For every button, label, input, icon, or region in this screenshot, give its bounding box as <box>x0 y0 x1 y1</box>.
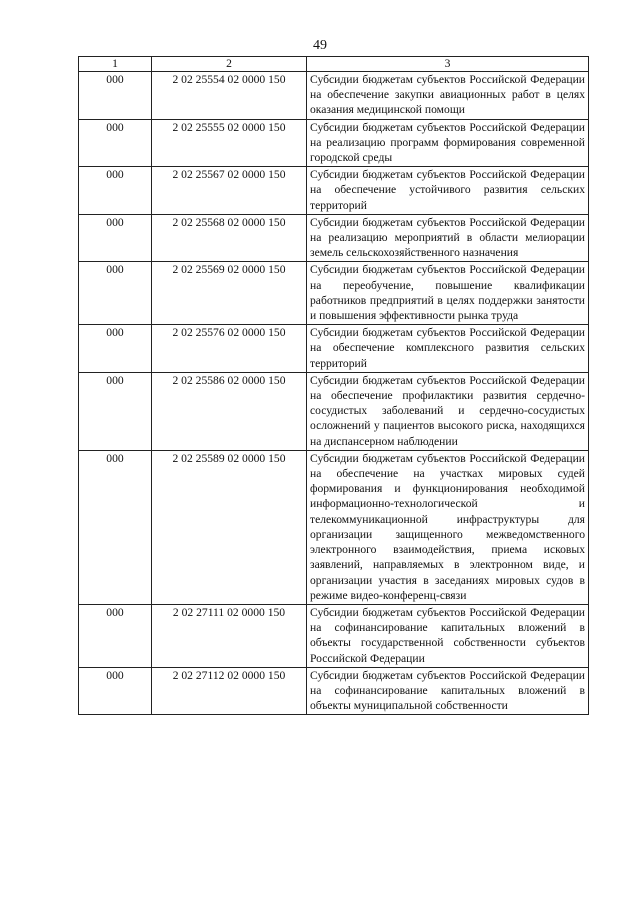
admin-code-cell: 000 <box>79 72 152 120</box>
admin-code-cell: 000 <box>79 167 152 215</box>
table-row <box>79 450 589 604</box>
budget-code-cell: 2 02 25576 02 0000 150 <box>152 325 307 373</box>
budget-code-cell: 2 02 25555 02 0000 150 <box>152 119 307 167</box>
table-row <box>79 119 589 167</box>
income-name-cell: Субсидии бюджетам субъектов Российской Федерации на обеспечение устойчивого развития сельских территорий <box>307 167 589 215</box>
table-row <box>79 372 589 450</box>
income-name-cell: Субсидии бюджетам субъектов Российской Федерации на софинансирование капитальных вложений в объекты государственной собственности субъектов Российской Федерации <box>307 604 589 667</box>
table-row <box>79 667 589 715</box>
page-number: 49 <box>313 38 327 53</box>
budget-code-cell: 2 02 25568 02 0000 150 <box>152 214 307 262</box>
column-header-3: 3 <box>307 57 589 72</box>
budget-code-cell: 2 02 27112 02 0000 150 <box>152 667 307 715</box>
column-header-2: 2 <box>152 57 307 72</box>
budget-code-cell: 2 02 27111 02 0000 150 <box>152 604 307 667</box>
income-name-cell: Субсидии бюджетам субъектов Российской Федерации на обеспечение профилактики развития сердечно-сосудистых заболеваний и сердечно-сосудистых осложнений у пациентов высокого риска, находящихся на диспансерном наблюдении <box>307 372 589 450</box>
admin-code-cell: 000 <box>79 604 152 667</box>
income-name-cell: Субсидии бюджетам субъектов Российской Федерации на софинансирование капитальных вложений в объекты муниципальной собственности <box>307 667 589 715</box>
budget-code-cell: 2 02 25554 02 0000 150 <box>152 72 307 120</box>
admin-code-cell: 000 <box>79 262 152 325</box>
table-row <box>79 604 589 667</box>
table-body <box>79 72 589 715</box>
table-row <box>79 72 589 120</box>
admin-code-cell: 000 <box>79 667 152 715</box>
table-row <box>79 214 589 262</box>
budget-code-cell: 2 02 25569 02 0000 150 <box>152 262 307 325</box>
admin-code-cell: 000 <box>79 214 152 262</box>
budget-code-cell: 2 02 25567 02 0000 150 <box>152 167 307 215</box>
income-name-cell: Субсидии бюджетам субъектов Российской Федерации на реализацию программ формирования современной городской среды <box>307 119 589 167</box>
income-name-cell: Субсидии бюджетам субъектов Российской Федерации на реализацию мероприятий в области мелиорации земель сельскохозяйственного назначения <box>307 214 589 262</box>
budget-classification-table <box>78 56 589 715</box>
admin-code-cell: 000 <box>79 450 152 604</box>
table-header-row <box>79 57 589 72</box>
admin-code-cell: 000 <box>79 325 152 373</box>
budget-code-cell: 2 02 25589 02 0000 150 <box>152 450 307 604</box>
table-row <box>79 167 589 215</box>
income-name-cell: Субсидии бюджетам субъектов Российской Федерации на обеспечение комплексного развития сельских территорий <box>307 325 589 373</box>
budget-code-cell: 2 02 25586 02 0000 150 <box>152 372 307 450</box>
income-name-cell: Субсидии бюджетам субъектов Российской Федерации на обеспечение закупки авиационных работ в целях оказания медицинской помощи <box>307 72 589 120</box>
income-name-cell: Субсидии бюджетам субъектов Российской Федерации на обеспечение на участках мировых судей формирования и функционирования необходимой информационно-технологической и телекоммуникационной инфраструктуры для организации защищенного межведомственного электронного взаимодействия, приема исковых заявлений, направляемых в электронном виде, и организации участия в заседаниях мировых судов в режиме видео-конференц-связи <box>307 450 589 604</box>
admin-code-cell: 000 <box>79 372 152 450</box>
table-row <box>79 262 589 325</box>
admin-code-cell: 000 <box>79 119 152 167</box>
table-row <box>79 325 589 373</box>
column-header-1: 1 <box>79 57 152 72</box>
income-name-cell: Субсидии бюджетам субъектов Российской Федерации на переобучение, повышение квалификации работников предприятий в целях поддержки занятости и повышения эффективности рынка труда <box>307 262 589 325</box>
